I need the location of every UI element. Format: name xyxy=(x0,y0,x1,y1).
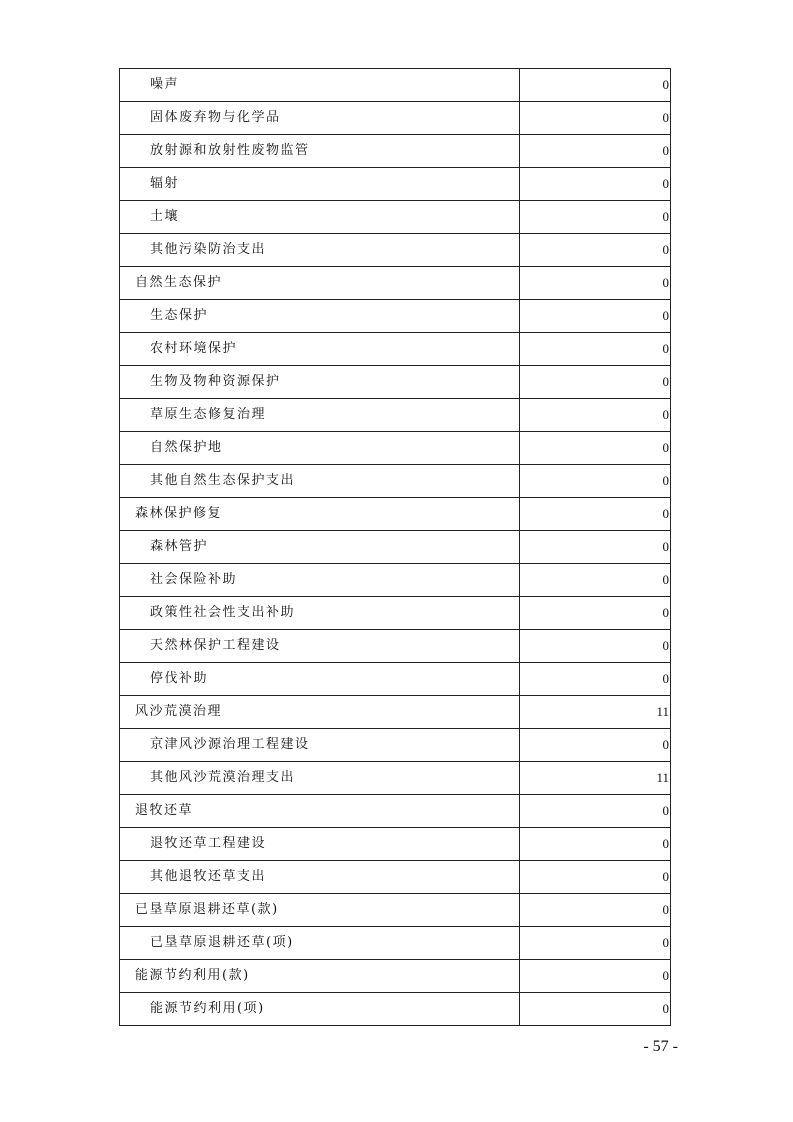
table-row xyxy=(120,597,671,630)
table-row xyxy=(120,102,671,135)
item-name-cell: 已垦草原退耕还草(项) xyxy=(120,927,520,960)
item-value-cell: 11 xyxy=(520,762,671,795)
item-name-cell: 噪声 xyxy=(120,69,520,102)
item-value-cell: 0 xyxy=(520,69,671,102)
item-name-cell: 风沙荒漠治理 xyxy=(120,696,520,729)
item-value-cell: 0 xyxy=(520,927,671,960)
table-row xyxy=(120,135,671,168)
item-value-cell: 0 xyxy=(520,465,671,498)
item-name-cell: 天然林保护工程建设 xyxy=(120,630,520,663)
item-value-cell: 0 xyxy=(520,432,671,465)
table-body xyxy=(120,69,671,1026)
item-value-cell: 0 xyxy=(520,201,671,234)
item-value-cell: 0 xyxy=(520,729,671,762)
item-value-cell: 0 xyxy=(520,993,671,1026)
item-name-cell: 农村环境保护 xyxy=(120,333,520,366)
table-row xyxy=(120,333,671,366)
table-row xyxy=(120,300,671,333)
table-row xyxy=(120,993,671,1026)
item-name-cell: 草原生态修复治理 xyxy=(120,399,520,432)
table-row xyxy=(120,795,671,828)
table-row xyxy=(120,861,671,894)
page-number: - 57 - xyxy=(643,1038,678,1055)
item-value-cell: 0 xyxy=(520,168,671,201)
table-row xyxy=(120,564,671,597)
table-row xyxy=(120,432,671,465)
item-value-cell: 0 xyxy=(520,564,671,597)
item-name-cell: 政策性社会性支出补助 xyxy=(120,597,520,630)
table-row xyxy=(120,729,671,762)
item-name-cell: 其他污染防治支出 xyxy=(120,234,520,267)
table-row xyxy=(120,69,671,102)
item-value-cell: 0 xyxy=(520,663,671,696)
table-row xyxy=(120,234,671,267)
item-name-cell: 能源节约利用(项) xyxy=(120,993,520,1026)
table-row xyxy=(120,894,671,927)
table-row xyxy=(120,696,671,729)
table-row xyxy=(120,531,671,564)
item-name-cell: 森林保护修复 xyxy=(120,498,520,531)
item-value-cell: 0 xyxy=(520,333,671,366)
item-value-cell: 0 xyxy=(520,828,671,861)
table-row xyxy=(120,828,671,861)
table-row xyxy=(120,201,671,234)
item-name-cell: 已垦草原退耕还草(款) xyxy=(120,894,520,927)
item-value-cell: 0 xyxy=(520,861,671,894)
item-name-cell: 土壤 xyxy=(120,201,520,234)
item-value-cell: 0 xyxy=(520,300,671,333)
item-name-cell: 能源节约利用(款) xyxy=(120,960,520,993)
table-row xyxy=(120,927,671,960)
table-row xyxy=(120,366,671,399)
item-name-cell: 社会保险补助 xyxy=(120,564,520,597)
item-name-cell: 停伐补助 xyxy=(120,663,520,696)
table-row xyxy=(120,465,671,498)
item-value-cell: 0 xyxy=(520,399,671,432)
item-name-cell: 放射源和放射性废物监管 xyxy=(120,135,520,168)
table-row xyxy=(120,663,671,696)
item-value-cell: 0 xyxy=(520,498,671,531)
item-value-cell: 0 xyxy=(520,795,671,828)
item-value-cell: 0 xyxy=(520,630,671,663)
item-name-cell: 其他退牧还草支出 xyxy=(120,861,520,894)
table-row xyxy=(120,267,671,300)
table-row xyxy=(120,498,671,531)
item-name-cell: 退牧还草 xyxy=(120,795,520,828)
item-value-cell: 0 xyxy=(520,267,671,300)
item-name-cell: 固体废弃物与化学品 xyxy=(120,102,520,135)
item-name-cell: 其他自然生态保护支出 xyxy=(120,465,520,498)
item-name-cell: 森林管护 xyxy=(120,531,520,564)
item-value-cell: 0 xyxy=(520,102,671,135)
table-row xyxy=(120,399,671,432)
item-name-cell: 其他风沙荒漠治理支出 xyxy=(120,762,520,795)
item-value-cell: 0 xyxy=(520,366,671,399)
item-value-cell: 0 xyxy=(520,234,671,267)
table-row xyxy=(120,630,671,663)
item-name-cell: 辐射 xyxy=(120,168,520,201)
item-value-cell: 0 xyxy=(520,597,671,630)
item-name-cell: 京津风沙源治理工程建设 xyxy=(120,729,520,762)
item-name-cell: 自然保护地 xyxy=(120,432,520,465)
item-value-cell: 0 xyxy=(520,894,671,927)
item-value-cell: 0 xyxy=(520,135,671,168)
item-name-cell: 自然生态保护 xyxy=(120,267,520,300)
item-name-cell: 退牧还草工程建设 xyxy=(120,828,520,861)
item-value-cell: 11 xyxy=(520,696,671,729)
item-name-cell: 生态保护 xyxy=(120,300,520,333)
budget-table xyxy=(119,68,671,1026)
table-row xyxy=(120,762,671,795)
table-row xyxy=(120,960,671,993)
item-value-cell: 0 xyxy=(520,531,671,564)
item-value-cell: 0 xyxy=(520,960,671,993)
table-row xyxy=(120,168,671,201)
item-name-cell: 生物及物种资源保护 xyxy=(120,366,520,399)
